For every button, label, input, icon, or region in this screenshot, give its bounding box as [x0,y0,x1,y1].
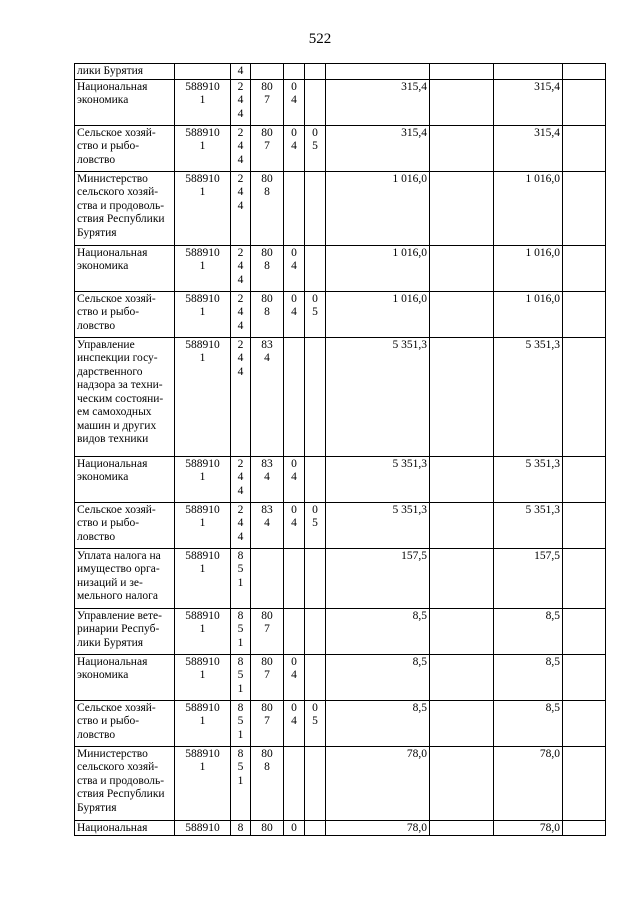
row-col-10 [563,746,606,820]
row-amount-2 [494,64,563,80]
row-amount-2: 157,5 [494,548,563,608]
row-code: 588910 1 [175,502,231,548]
row-col-10 [563,337,606,456]
row-ministry-code: 80 8 [251,245,284,291]
row-col-10 [563,700,606,746]
row-amount-2: 78,0 [494,746,563,820]
row-col-8 [430,746,494,820]
row-ministry-code: 80 8 [251,171,284,245]
row-expense-type [231,654,251,700]
table-body [75,64,606,836]
row-subsection [305,608,326,654]
row-expense-type [231,820,251,836]
expense-type-digit: 2 [237,172,244,185]
expense-type-digit: 4 [237,186,244,198]
expense-type-digit: 4 [237,107,244,120]
row-amount-1: 8,5 [326,608,430,654]
row-section [284,337,305,456]
table-row [75,654,606,700]
expense-type-digit: 8 [237,821,244,834]
row-expense-type [231,456,251,502]
row-col-8 [430,700,494,746]
row-code: 588910 1 [175,746,231,820]
row-name: Министерство сельского хозяй-ства и продоволь-ствия Республики Бурятия [75,746,175,820]
row-section: 0 4 [284,79,305,125]
expense-type-digit: 4 [237,319,244,332]
row-col-8 [430,608,494,654]
table-row [75,125,606,171]
row-code: 588910 1 [175,171,231,245]
row-subsection: 0 5 [305,291,326,337]
row-ministry-code: 80 7 [251,79,284,125]
row-amount-1: 8,5 [326,700,430,746]
row-amount-2: 8,5 [494,654,563,700]
expense-type-digit: 1 [237,682,244,695]
row-subsection [305,337,326,456]
row-amount-2: 78,0 [494,820,563,836]
row-amount-2: 1 016,0 [494,245,563,291]
page-number: 522 [308,31,332,47]
row-col-8 [430,502,494,548]
expense-type-digit: 1 [237,728,244,741]
row-col-10 [563,548,606,608]
expense-type-digit: 4 [237,94,244,106]
row-ministry-code: 83 4 [251,456,284,502]
expense-type-digit: 4 [237,140,244,152]
expense-type-digit: 1 [237,576,244,589]
row-amount-2: 5 351,3 [494,456,563,502]
expense-type-digit: 4 [237,65,244,77]
row-ministry-code: 80 7 [251,654,284,700]
expense-type-digit: 4 [237,484,244,497]
table-row [75,171,606,245]
row-col-10 [563,654,606,700]
row-amount-1: 1 016,0 [326,171,430,245]
row-col-10 [563,125,606,171]
row-amount-1: 315,4 [326,125,430,171]
expense-type-digit: 8 [237,609,244,622]
row-amount-1: 1 016,0 [326,245,430,291]
row-code: 588910 1 [175,608,231,654]
row-code: 588910 1 [175,291,231,337]
expense-type-digit: 1 [237,774,244,787]
row-amount-1: 315,4 [326,79,430,125]
row-col-8 [430,79,494,125]
row-ministry-code [251,548,284,608]
row-amount-1: 78,0 [326,746,430,820]
row-code: 588910 1 [175,245,231,291]
row-ministry-code: 80 8 [251,291,284,337]
row-name: лики Бурятия [75,64,175,80]
row-code: 588910 1 [175,548,231,608]
row-section: 0 4 [284,502,305,548]
row-ministry-code: 80 7 [251,700,284,746]
row-code: 588910 1 [175,700,231,746]
table-row [75,337,606,456]
row-amount-1 [326,64,430,80]
row-code: 588910 1 [175,654,231,700]
row-name: Национальная экономика [75,245,175,291]
row-amount-1: 1 016,0 [326,291,430,337]
row-name: Управление инспекции госу-дарственного надзора за техни-ческим состояни-ем самоходных машин и других видов техники [75,337,175,456]
row-col-8 [430,125,494,171]
row-amount-2: 315,4 [494,125,563,171]
table-row [75,502,606,548]
row-expense-type [231,700,251,746]
row-subsection [305,79,326,125]
expense-type-digit: 2 [237,503,244,516]
table-row [75,456,606,502]
row-ministry-code: 83 4 [251,337,284,456]
expense-type-digit: 8 [237,655,244,668]
row-ministry-code: 80 8 [251,746,284,820]
row-section [284,608,305,654]
row-expense-type [231,291,251,337]
row-name: Министерство сельского хозяй-ства и продоволь-ствия Республики Бурятия [75,171,175,245]
row-code: 588910 1 [175,79,231,125]
expense-type-digit: 5 [237,563,244,575]
row-section: 0 4 [284,700,305,746]
row-name: Национальная экономика [75,79,175,125]
row-subsection: 0 5 [305,125,326,171]
row-col-10 [563,79,606,125]
expense-type-digit: 2 [237,246,244,259]
table-row [75,245,606,291]
row-col-10 [563,291,606,337]
row-subsection [305,245,326,291]
expense-type-digit: 4 [237,199,244,212]
row-code: 588910 1 [175,125,231,171]
row-ministry-code: 80 7 [251,608,284,654]
table-row [75,548,606,608]
row-subsection [305,171,326,245]
row-expense-type [231,608,251,654]
row-col-10 [563,171,606,245]
table-row [75,608,606,654]
row-subsection [305,456,326,502]
row-ministry-code: 80 [251,820,284,836]
row-expense-type [231,245,251,291]
row-section [284,548,305,608]
row-col-8 [430,245,494,291]
row-name: Национальная экономика [75,456,175,502]
row-col-8 [430,64,494,80]
row-amount-2: 8,5 [494,608,563,654]
row-expense-type [231,79,251,125]
table-row [75,746,606,820]
expense-type-digit: 2 [237,338,244,351]
expense-type-digit: 2 [237,457,244,470]
row-amount-1: 157,5 [326,548,430,608]
expense-type-digit: 4 [237,530,244,543]
budget-table [74,63,606,836]
row-name: Управление вете-ринарии Респуб-лики Бурятия [75,608,175,654]
row-section: 0 4 [284,654,305,700]
expense-type-digit: 5 [237,715,244,727]
row-name: Сельское хозяй-ство и рыбо-ловство [75,125,175,171]
row-section [284,746,305,820]
row-col-10 [563,502,606,548]
expense-type-digit: 1 [237,636,244,649]
row-col-8 [430,820,494,836]
expense-type-digit: 4 [237,260,244,272]
expense-type-digit: 2 [237,126,244,139]
row-subsection [305,820,326,836]
expense-type-digit: 8 [237,747,244,760]
expense-type-digit: 4 [237,306,244,318]
row-amount-2: 1 016,0 [494,291,563,337]
expense-type-digit: 8 [237,701,244,714]
row-section [284,64,305,80]
row-name: Сельское хозяй-ство и рыбо-ловство [75,700,175,746]
row-name: Национальная [75,820,175,836]
row-amount-1: 5 351,3 [326,337,430,456]
row-expense-type [231,337,251,456]
row-amount-2: 315,4 [494,79,563,125]
row-col-8 [430,291,494,337]
row-ministry-code: 80 7 [251,125,284,171]
row-section: 0 4 [284,291,305,337]
expense-type-digit: 4 [237,273,244,286]
row-section: 0 4 [284,245,305,291]
row-name: Сельское хозяй-ство и рыбо-ловство [75,291,175,337]
expense-type-digit: 5 [237,669,244,681]
row-amount-2: 1 016,0 [494,171,563,245]
expense-type-digit: 4 [237,352,244,364]
row-amount-1: 78,0 [326,820,430,836]
row-code: 588910 1 [175,456,231,502]
row-code: 588910 1 [175,337,231,456]
row-col-8 [430,654,494,700]
table-row [75,64,606,80]
row-code [175,64,231,80]
row-expense-type [231,548,251,608]
row-col-8 [430,548,494,608]
table-row [75,820,606,836]
expense-type-digit: 4 [237,471,244,483]
row-subsection: 0 5 [305,502,326,548]
row-col-10 [563,456,606,502]
row-section [284,171,305,245]
row-amount-2: 5 351,3 [494,337,563,456]
expense-type-digit: 8 [237,549,244,562]
row-col-8 [430,456,494,502]
row-code: 588910 [175,820,231,836]
row-col-8 [430,337,494,456]
expense-type-digit: 4 [237,517,244,529]
row-expense-type [231,171,251,245]
row-expense-type [231,502,251,548]
row-expense-type [231,746,251,820]
row-name: Уплата налога на имущество орга-низаций и зе-мельного налога [75,548,175,608]
row-name: Национальная экономика [75,654,175,700]
expense-type-digit: 4 [237,365,244,378]
row-amount-1: 5 351,3 [326,502,430,548]
row-subsection [305,746,326,820]
table-row [75,79,606,125]
table-row [75,700,606,746]
row-subsection [305,548,326,608]
row-col-10 [563,245,606,291]
row-section: 0 4 [284,456,305,502]
expense-type-digit: 5 [237,623,244,635]
row-ministry-code: 83 4 [251,502,284,548]
row-col-10 [563,608,606,654]
row-expense-type [231,64,251,80]
row-ministry-code [251,64,284,80]
expense-type-digit: 2 [237,292,244,305]
row-amount-1: 8,5 [326,654,430,700]
row-col-10 [563,820,606,836]
row-name: Сельское хозяй-ство и рыбо-ловство [75,502,175,548]
table-row [75,291,606,337]
row-amount-1: 5 351,3 [326,456,430,502]
row-subsection [305,64,326,80]
row-subsection: 0 5 [305,700,326,746]
expense-type-digit: 2 [237,80,244,93]
row-subsection [305,654,326,700]
row-expense-type [231,125,251,171]
row-amount-2: 8,5 [494,700,563,746]
row-col-10 [563,64,606,80]
row-amount-2: 5 351,3 [494,502,563,548]
expense-type-digit: 5 [237,761,244,773]
row-section: 0 4 [284,125,305,171]
row-section: 0 [284,820,305,836]
expense-type-digit: 4 [237,153,244,166]
row-col-8 [430,171,494,245]
